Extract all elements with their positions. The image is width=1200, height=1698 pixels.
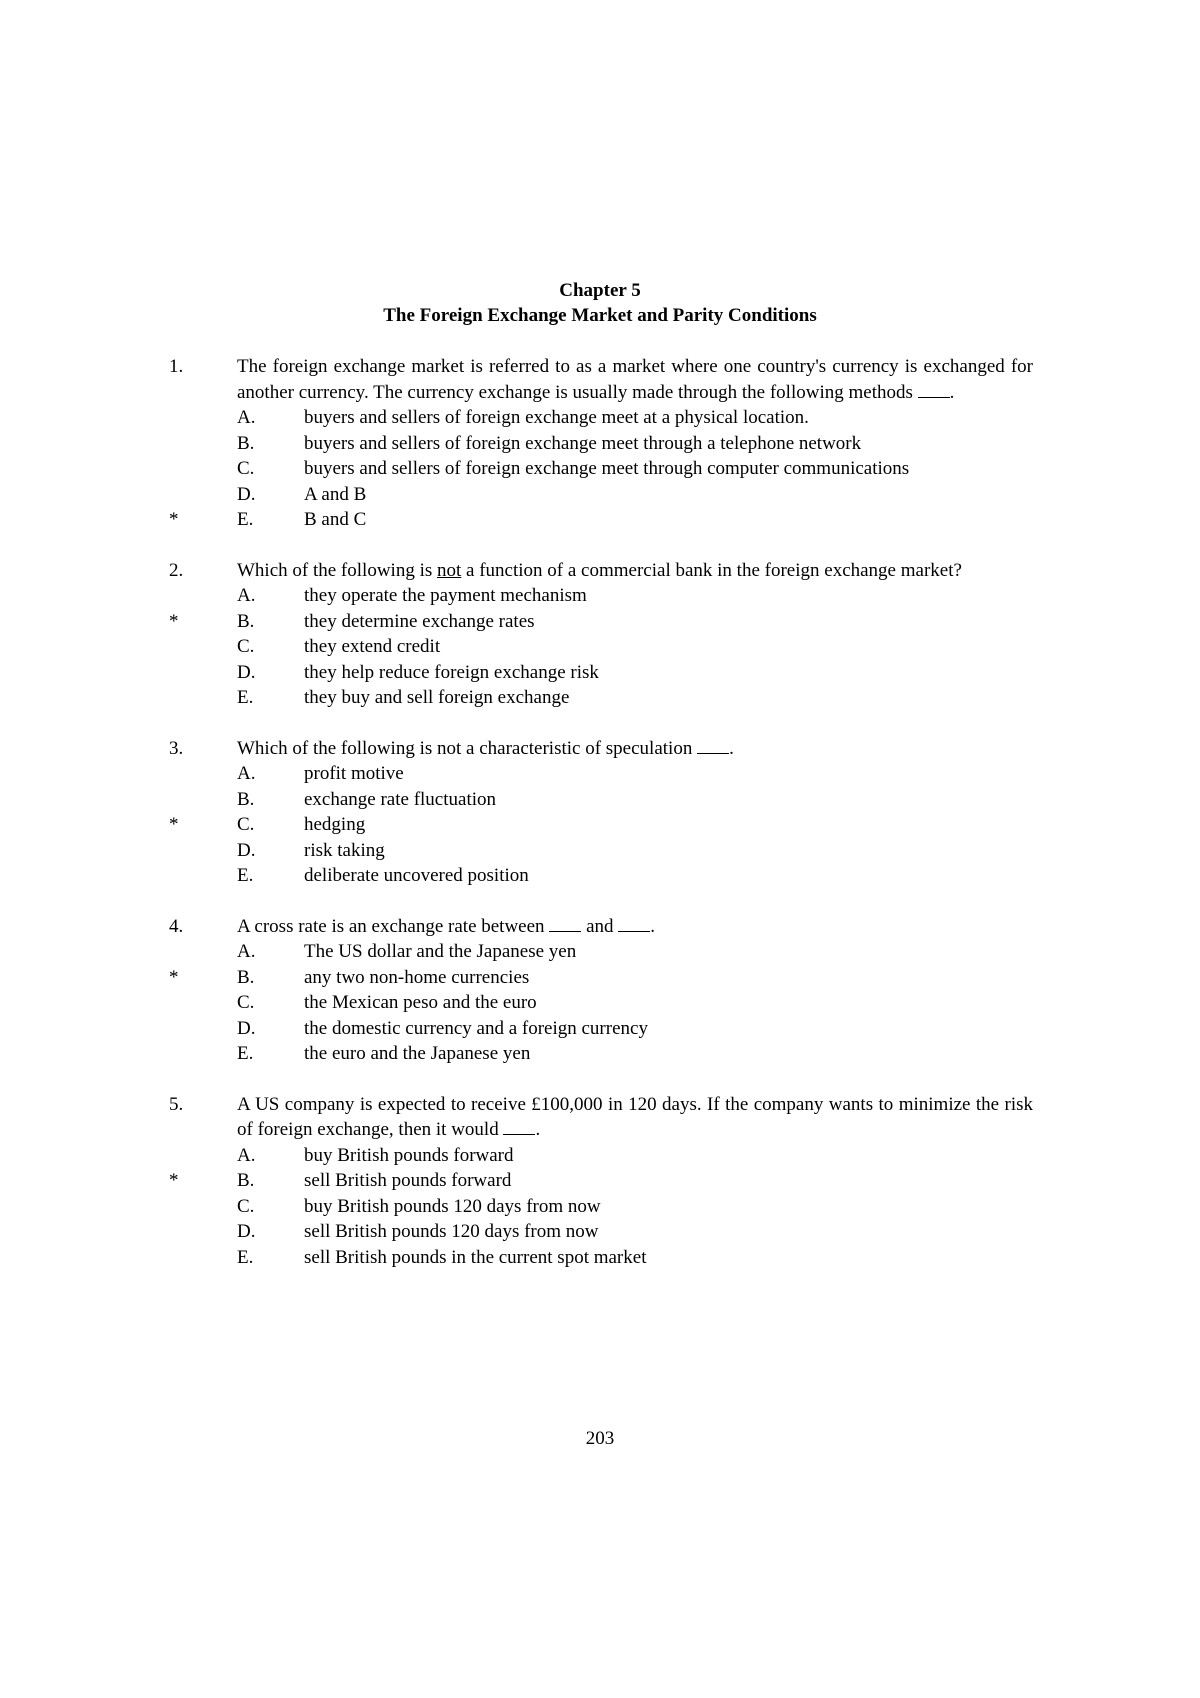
option-a <box>0 405 1200 431</box>
answer-marker: * <box>169 1170 179 1191</box>
question-text: A cross rate is an exchange rate between and . <box>237 915 655 937</box>
question-list <box>0 354 1200 1295</box>
option-text: they extend credit <box>304 636 441 657</box>
option-letter: D. <box>237 1017 256 1039</box>
option-text: exchange rate fluctuation <box>304 788 497 810</box>
chapter-header <box>0 278 1200 328</box>
option-a <box>0 1143 1200 1169</box>
question-text: Which of the following is not a characteristic of speculation . <box>237 737 734 759</box>
option-text: B and C <box>304 509 367 530</box>
option-text: they help reduce foreign exchange risk <box>304 661 599 683</box>
option-text: buyers and sellers of foreign exchange meet through a telephone network <box>304 432 862 454</box>
answer-blank <box>503 1118 535 1135</box>
option-b <box>0 1168 1200 1194</box>
question-text: The foreign exchange market is referred to as a market where one country's currency is exchanged for another currency. The currency exchange is usually made through the following methods . <box>237 356 1033 403</box>
question-number: 5. <box>169 1093 184 1115</box>
option-letter: D. <box>237 839 256 861</box>
option-d <box>0 660 1200 686</box>
option-letter: B. <box>237 788 255 810</box>
option-a <box>0 761 1200 787</box>
option-letter: B. <box>237 966 255 988</box>
option-letter: B. <box>237 610 255 632</box>
option-text: deliberate uncovered position <box>304 865 529 886</box>
option-b <box>0 609 1200 635</box>
emphasis-underline: not <box>437 559 462 581</box>
option-d <box>0 482 1200 508</box>
option-b <box>0 965 1200 991</box>
option-letter: A. <box>237 1144 256 1166</box>
option-letter: C. <box>237 458 255 479</box>
option-letter: A. <box>237 763 256 784</box>
option-text: they operate the payment mechanism <box>304 585 587 606</box>
option-text: profit motive <box>304 763 404 784</box>
option-letter: E. <box>237 1246 254 1268</box>
option-text: the euro and the Japanese yen <box>304 1043 531 1064</box>
option-text: the Mexican peso and the euro <box>304 992 537 1013</box>
option-letter: B. <box>237 432 255 454</box>
option-text: buy British pounds 120 days from now <box>304 1195 601 1217</box>
option-a <box>0 583 1200 609</box>
option-text: hedging <box>304 814 366 835</box>
option-letter: B. <box>237 1170 255 1191</box>
option-e <box>0 507 1200 533</box>
option-text: buyers and sellers of foreign exchange meet at a physical location. <box>304 407 809 428</box>
option-d <box>0 1219 1200 1245</box>
question-4 <box>0 914 1200 1067</box>
option-letter: E. <box>237 687 254 708</box>
question-number: 1. <box>169 356 184 377</box>
answer-marker: * <box>169 509 179 530</box>
option-c <box>0 812 1200 838</box>
option-letter: D. <box>237 661 256 683</box>
answer-blank <box>549 915 581 932</box>
question-1 <box>0 354 1200 533</box>
option-c <box>0 634 1200 660</box>
option-letter: C. <box>237 992 255 1013</box>
option-text: buy British pounds forward <box>304 1144 514 1166</box>
option-letter: E. <box>237 1043 254 1064</box>
page-number: 203 <box>585 1428 615 1449</box>
option-text: sell British pounds forward <box>304 1170 512 1191</box>
question-number: 3. <box>169 737 184 759</box>
option-e <box>0 863 1200 889</box>
option-c <box>0 456 1200 482</box>
option-letter: C. <box>237 1195 255 1217</box>
option-c <box>0 1194 1200 1220</box>
option-text: sell British pounds in the current spot market <box>304 1246 647 1268</box>
option-letter: A. <box>237 585 256 606</box>
answer-blank <box>918 381 950 398</box>
answer-blank <box>697 737 729 754</box>
option-b <box>0 787 1200 813</box>
option-d <box>0 1016 1200 1042</box>
option-letter: A. <box>237 941 256 962</box>
question-5 <box>0 1092 1200 1271</box>
option-text: they determine exchange rates <box>304 610 535 632</box>
option-letter: A. <box>237 407 256 428</box>
option-letter: E. <box>237 865 254 886</box>
option-letter: D. <box>237 1221 256 1242</box>
question-number: 2. <box>169 559 184 581</box>
option-a <box>0 939 1200 965</box>
option-e <box>0 685 1200 711</box>
chapter-title: The Foreign Exchange Market and Parity Conditions <box>383 305 817 326</box>
question-2 <box>0 558 1200 711</box>
answer-blank <box>618 915 650 932</box>
option-c <box>0 990 1200 1016</box>
answer-marker: * <box>169 966 179 988</box>
option-text: buyers and sellers of foreign exchange meet through computer communications <box>304 458 910 479</box>
chapter-label: Chapter 5 <box>559 280 641 301</box>
option-text: any two non-home currencies <box>304 966 530 988</box>
option-e <box>0 1245 1200 1271</box>
question-text: A US company is expected to receive £100,000 in 120 days. If the company wants to minimize the risk of foreign exchange, then it would . <box>237 1093 1033 1140</box>
option-text: risk taking <box>304 839 385 861</box>
option-letter: E. <box>237 509 254 530</box>
option-b <box>0 431 1200 457</box>
option-text: A and B <box>304 483 367 505</box>
question-3 <box>0 736 1200 889</box>
answer-marker: * <box>169 610 179 632</box>
option-text: The US dollar and the Japanese yen <box>304 941 577 962</box>
option-text: the domestic currency and a foreign currency <box>304 1017 648 1039</box>
option-text: they buy and sell foreign exchange <box>304 687 570 708</box>
option-letter: C. <box>237 636 255 657</box>
option-d <box>0 838 1200 864</box>
option-text: sell British pounds 120 days from now <box>304 1221 599 1242</box>
question-text: Which of the following is not a function of a commercial bank in the foreign exchange market? <box>237 559 962 581</box>
option-letter: C. <box>237 814 255 835</box>
option-e <box>0 1041 1200 1067</box>
question-number: 4. <box>169 915 184 937</box>
option-letter: D. <box>237 483 256 505</box>
answer-marker: * <box>169 814 179 835</box>
